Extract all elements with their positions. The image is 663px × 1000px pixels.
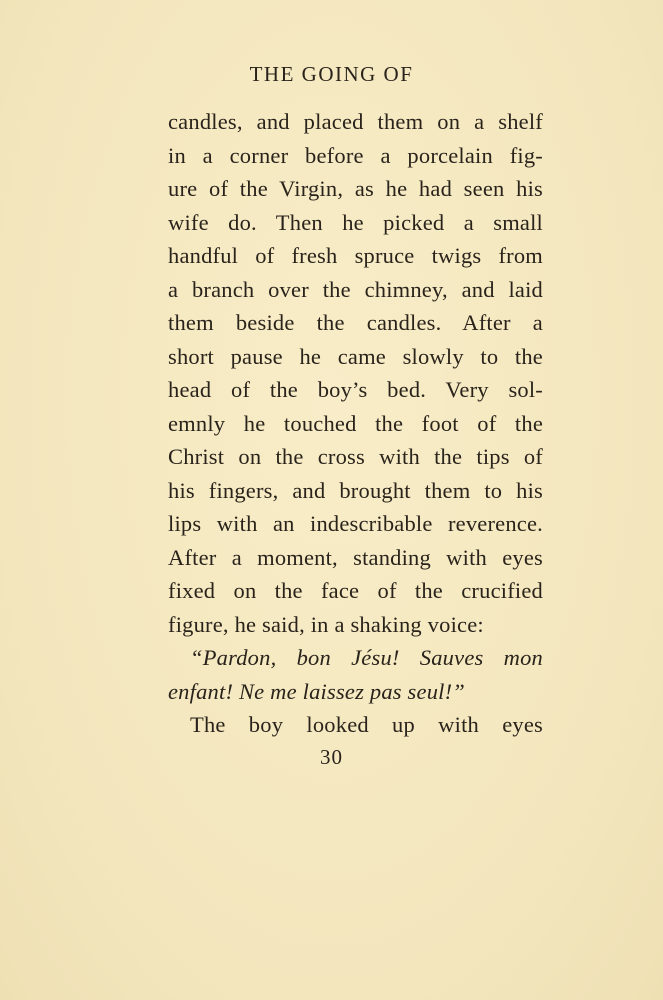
text-line: candles, and placed them on a shelf	[168, 109, 543, 134]
text-line: them beside the candles. After a	[168, 310, 543, 335]
text-line: short pause he came slowly to the	[168, 343, 543, 369]
text-line: his fingers, and brought them to his	[168, 477, 543, 503]
text-line: wife do. Then he picked a small	[168, 209, 543, 235]
text-line: After a moment, standing with eyes	[168, 544, 543, 570]
text-line: a branch over the chimney, and laid	[168, 276, 543, 302]
text-line: Christ on the cross with the tips of	[168, 444, 543, 469]
page-number: 30	[320, 745, 343, 769]
french-quote-line: enfant! Ne me laissez pas seul!”	[168, 678, 465, 704]
text-line: fixed on the face of the crucified	[168, 578, 543, 603]
french-quote-line: “Pardon, bon Jésu! Sauves mon	[190, 645, 543, 670]
text-line: The boy looked up with eyes	[190, 712, 543, 737]
text-line: in a corner before a porcelain fig-	[168, 142, 543, 168]
text-line: ure of the Virgin, as he had seen his	[168, 176, 543, 201]
body-text	[168, 105, 543, 742]
text-line: emnly he touched the foot of the	[168, 410, 543, 436]
running-head: THE GOING OF	[249, 62, 414, 86]
text-line: head of the boy’s bed. Very sol-	[168, 377, 543, 402]
text-line: handful of fresh spruce twigs from	[168, 243, 543, 268]
text-line: figure, he said, in a shaking voice:	[168, 611, 484, 637]
text-line: lips with an indescribable reverence.	[168, 511, 543, 536]
